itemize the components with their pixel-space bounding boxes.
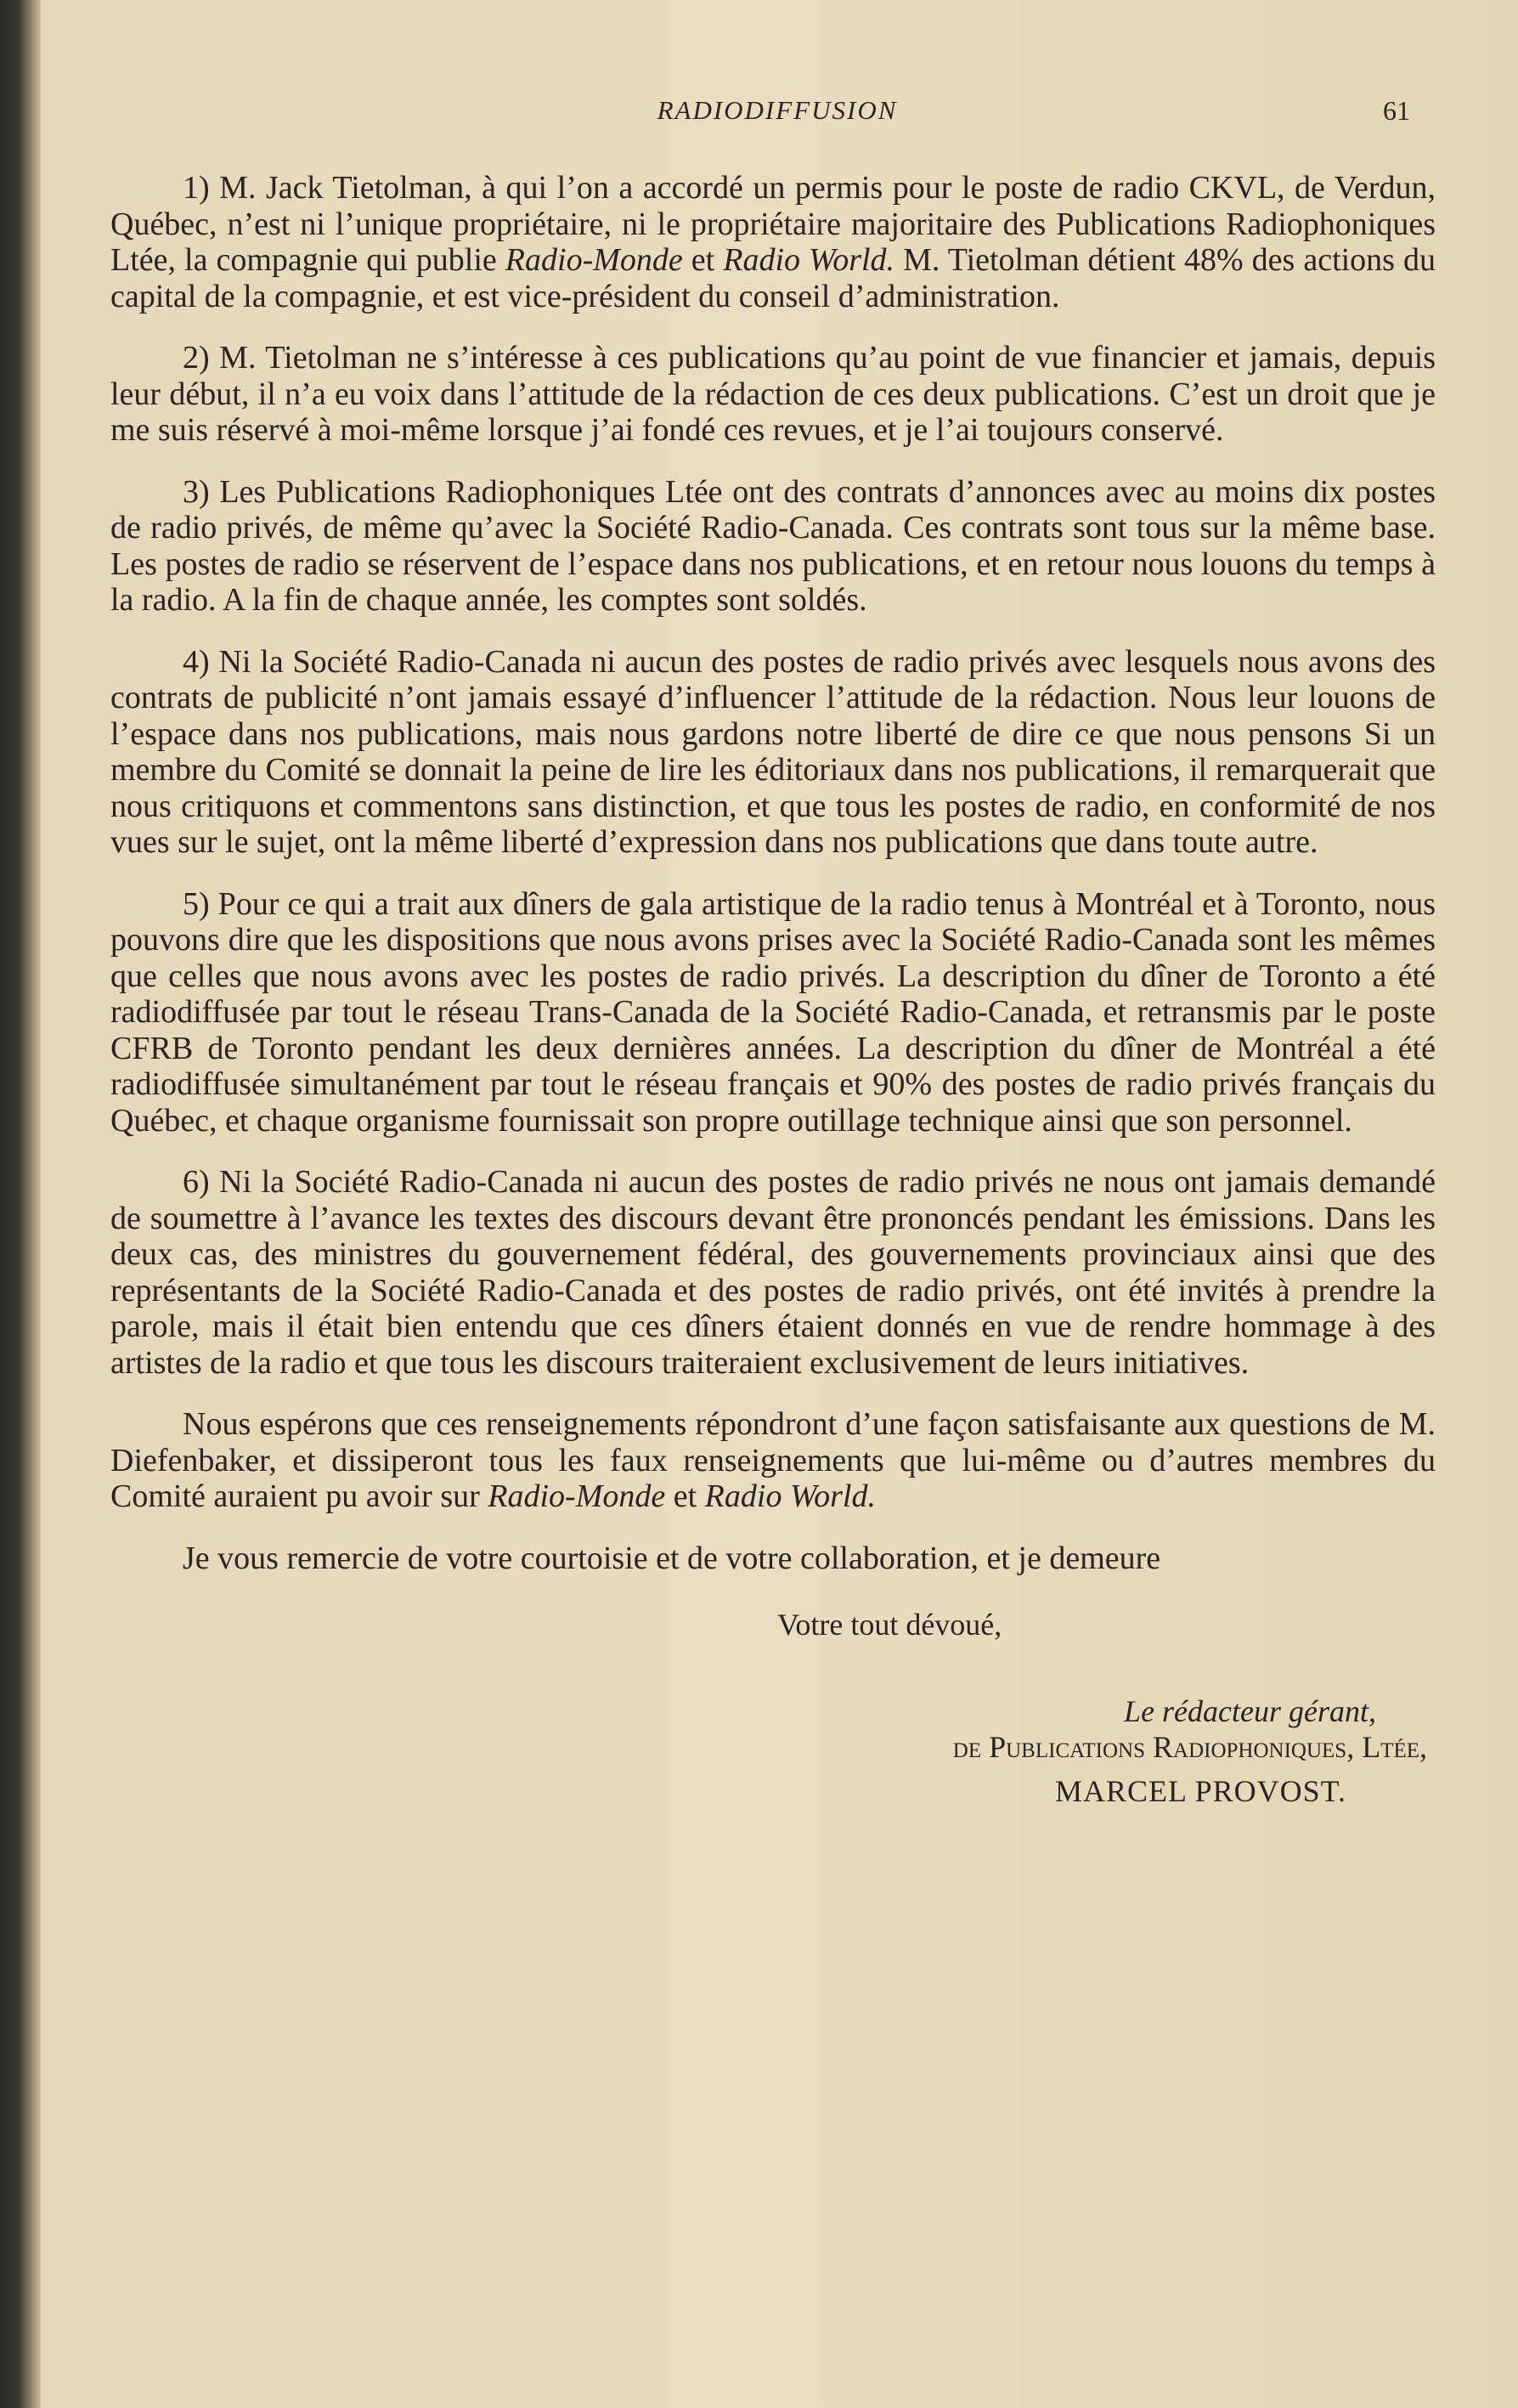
paragraph-text: M. Tietolman détient 48% des actions du capital de la compagnie, et est vice-président du conseil d’administration. <box>110 242 1436 314</box>
book-binding-shadow <box>0 0 41 2408</box>
paragraph-conclusion <box>110 1406 1436 1515</box>
italic-title-text: Radio World. <box>723 242 895 278</box>
paragraph-text: 1) M. Jack Tietolman, à qui l’on a accordé un permis pour le poste de radio CKVL, de Verdun, Québec, n’est ni l’unique propriétaire, ni le propriétaire majoritaire des Publications Radiophoniques Ltée, la compagnie qui publie <box>110 170 1436 278</box>
paragraph-text: Nous espérons que ces renseignements répondront d’une façon satisfaisante aux questions de M. Diefenbaker, et dissiperont tous les faux renseignements que lui-même ou d’autres membres du Comité auraient pu avoir sur <box>110 1406 1436 1514</box>
italic-title-text: Radio World. <box>704 1478 876 1514</box>
paragraph-3 <box>110 474 1436 619</box>
paragraph-text: et <box>665 1478 705 1514</box>
closing-salutation: Votre tout dévoué, <box>777 1608 1002 1642</box>
letter-body <box>110 170 1436 1809</box>
signature-block <box>110 1607 1436 1809</box>
page-number: 61 <box>1383 95 1410 126</box>
signatory-name: MARCEL PROVOST. <box>1054 1774 1346 1808</box>
paragraph-thanks <box>110 1540 1436 1577</box>
paragraph-text: 2) M. Tietolman ne s’intéresse à ces publications qu’au point de vue financier et jamais, depuis leur début, il n’a eu voix dans l’attitude de la rédaction de ces deux publications. C’est un droit que je me suis réservé à moi-même lorsque j’ai fondé ces revues, et je l’ai toujours conservé. <box>110 340 1436 448</box>
paragraph-2 <box>110 340 1436 449</box>
paragraph-6 <box>110 1164 1436 1381</box>
page-header <box>110 95 1444 138</box>
signatory-organization: de Publications Radiophoniques, Ltée, <box>952 1730 1427 1764</box>
paragraph-text: et <box>682 242 724 278</box>
paragraph-5 <box>110 886 1436 1139</box>
paragraph-text: 4) Ni la Société Radio-Canada ni aucun des postes de radio privés avec lesquels nous avons des contrats de publicité n’ont jamais essayé d’influencer l’attitude de la rédaction. Nous leur louons de l’espace dans nos publications, mais nous gardons notre liberté de dire ce que nous pensons Si un membre du Comité se donnait la peine de lire les éditoriaux dans nos publications, il remarquerait que nous critiquons et commentons sans distinction, et que tous les postes de radio, en conformité de nos vues sur le sujet, ont la même liberté d’expression dans nos publications que dans toute autre. <box>110 643 1436 860</box>
paragraph-4 <box>110 644 1436 861</box>
italic-title-text: Radio-Monde <box>488 1478 666 1514</box>
paragraph-1 <box>110 170 1436 314</box>
paragraph-text: 6) Ni la Société Radio-Canada ni aucun des postes de radio privés ne nous ont jamais demandé de soumettre à l’avance les textes des discours devant être prononcés pendant les émissions. Dans les deux cas, des ministres du gouvernement fédéral, des gouvernements provinciaux ainsi que des représentants de la Société Radio-Canada et des postes de radio privés, ont été invités à prendre la parole, mais il était bien entendu que ces dîners étaient donnés en vue de rendre hommage à des artistes de la radio et que tous les discours traiteraient exclusivement de leurs initiatives. <box>110 1164 1436 1381</box>
paragraph-text: Je vous remercie de votre courtoisie et de votre collaboration, et je demeure <box>183 1540 1161 1576</box>
signatory-title: Le rédacteur gérant, <box>1124 1694 1376 1728</box>
paragraph-text: 5) Pour ce qui a trait aux dîners de gala artistique de la radio tenus à Montréal et à Toronto, nous pouvons dire que les dispositions que nous avons prises avec la Société Radio-Canada sont les mêmes que celles que nous avons avec les postes de radio privés. La description du dîner de Toronto a été radiodiffusée par tout le réseau Trans-Canada de la Société Radio-Canada, et retransmis par le poste CFRB de Toronto pendant les deux dernières années. La description du dîner de Montréal a été radiodiffusée simultanément par tout le réseau français et 90% des postes de radio privés français du Québec, et chaque organisme fournissait son propre outillage technique ainsi que son personnel. <box>110 885 1436 1139</box>
italic-title-text: Radio-Monde <box>505 242 683 278</box>
running-title: RADIODIFFUSION <box>657 95 898 125</box>
paragraph-text: 3) Les Publications Radiophoniques Ltée ont des contrats d’annonces avec au moins dix postes de radio privés, de même qu’avec la Société Radio-Canada. Ces contrats sont tous sur la même base. Les postes de radio se réservent de l’espace dans nos publications, et en retour nous louons du temps à la radio. A la fin de chaque année, les comptes sont soldés. <box>110 473 1436 618</box>
